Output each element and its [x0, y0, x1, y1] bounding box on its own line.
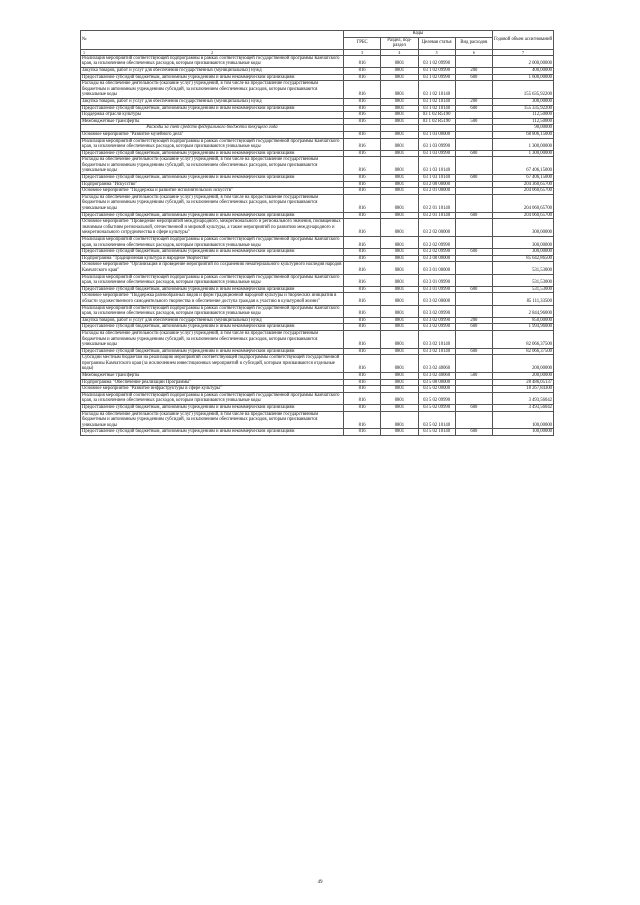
row-sum: 155 635,92200: [493, 81, 554, 99]
row-razdel: 0801: [381, 118, 418, 125]
table-row: [81, 379, 554, 386]
row-name: Подпрограмма "Искусство": [81, 181, 344, 188]
row-target-article: 03 1 02 10140: [418, 98, 455, 105]
row-name: Закупка товаров, работ и услуг для обеспечения государственных (муниципальных) нужд: [81, 98, 344, 105]
row-target-article: 03 2 01 10140: [418, 212, 455, 219]
table-row: [81, 67, 554, 74]
column-index-label: 1: [83, 49, 85, 55]
row-expense-type: [455, 411, 492, 429]
row-target-article: 03 2 02 09990: [418, 237, 455, 249]
row-target-article: 03 3 01 09990: [418, 286, 455, 293]
row-sum: 68 806,15000: [493, 131, 554, 138]
row-sum: 67 406,15000: [493, 175, 554, 182]
row-sum: 1 994,96000: [493, 324, 554, 331]
table-row: [81, 118, 554, 125]
row-name: Расходы на обеспечение деятельности (оказание услуг) учреждений, в том числе на предоставление государственным бюджетным и автономным учреждениям субсидий, за исключением обеспеченных расходов, которым присваиваются уникальные коды: [81, 194, 344, 212]
table-row: [81, 105, 554, 112]
table-row: [81, 274, 554, 286]
row-expense-type: [455, 181, 492, 188]
table-row: [81, 293, 554, 305]
row-razdel: 0801: [381, 305, 418, 317]
row-grbs: 816: [344, 255, 381, 262]
row-grbs: 816: [344, 98, 381, 105]
row-grbs: 816: [344, 131, 381, 138]
row-razdel: 0801: [381, 405, 418, 412]
row-name: Предоставление субсидий бюджетным, автономным учреждениям и иным некоммерческим организациям: [81, 150, 344, 157]
row-sum: 1 300,00000: [493, 150, 554, 157]
row-razdel: 0801: [381, 293, 418, 305]
row-sum: 300,00000: [493, 98, 554, 105]
row-sum: 2 000,00000: [493, 55, 554, 67]
row-grbs: 816: [344, 181, 381, 188]
column-index-4: 5: [418, 49, 455, 55]
row-target-article: 03 5 02 00000: [418, 386, 455, 393]
row-grbs: 816: [344, 429, 381, 436]
row-razdel: 0801: [381, 157, 418, 175]
row-name: Реализация мероприятий соответствующей подпрограммы в рамках соответствующей государственной программы Камчатского края, за исключением обеспеченных расходов, которым присваиваются уникальные коды: [81, 138, 344, 150]
table-row: [81, 317, 554, 324]
table-row: [81, 330, 554, 348]
budget-table-page: [80, 30, 554, 436]
table-row: [81, 305, 554, 317]
row-name: Предоставление субсидий бюджетным, автономным учреждениям и иным некоммерческим организациям: [81, 175, 344, 182]
row-name: Реализация мероприятий соответствующей подпрограммы в рамках соответствующей государственной программы Камчатского края, за исключением обеспеченных расходов, которым присваиваются уникальные коды: [81, 305, 344, 317]
table-row: [81, 219, 554, 237]
row-expense-type: 600: [455, 286, 492, 293]
row-expense-type: 500: [455, 118, 492, 125]
row-expense-type: 600: [455, 74, 492, 81]
row-expense-type: [455, 355, 492, 373]
table-row: [81, 175, 554, 182]
row-grbs: 816: [344, 249, 381, 256]
row-razdel: 0801: [381, 188, 418, 195]
row-expense-type: [455, 55, 492, 67]
row-name: Предоставление субсидий бюджетным, автономным учреждениям и иным некоммерческим организациям: [81, 105, 344, 112]
row-target-article: 03 2 00 00000: [418, 181, 455, 188]
row-grbs: 816: [344, 348, 381, 355]
row-grbs: 816: [344, 188, 381, 195]
row-razdel: 0801: [381, 386, 418, 393]
row-sum: 204 060,65700: [493, 212, 554, 219]
table-row: [81, 429, 554, 436]
row-grbs: 816: [344, 237, 381, 249]
row-name: Основное мероприятие "Развитие музейного дела": [81, 131, 344, 138]
row-grbs: 816: [344, 175, 381, 182]
row-target-article: 03 2 02 00000: [418, 219, 455, 237]
row-expense-type: 600: [455, 105, 492, 112]
row-razdel: 0801: [381, 98, 418, 105]
table-row: [81, 249, 554, 256]
row-expense-type: 600: [455, 429, 492, 436]
row-sum: 28 486,05137: [493, 379, 554, 386]
row-target-article: 03 3 02 09990: [418, 317, 455, 324]
row-sum: 531,53000: [493, 286, 554, 293]
row-razdel: 0801: [381, 194, 418, 212]
row-razdel: 0801: [381, 429, 418, 436]
row-grbs: 816: [344, 150, 381, 157]
header-annual-sum: Годовой объем ассигнований: [493, 31, 554, 50]
row-target-article: 03 2 01 10140: [418, 194, 455, 212]
row-target-article: 03 1 03 00000: [418, 131, 455, 138]
row-grbs: 816: [344, 67, 381, 74]
budget-table: [80, 30, 554, 436]
row-name: Закупка товаров, работ и услуг для обеспечения государственных (муниципальных) нужд: [81, 67, 344, 74]
row-target-article: 03 1 03 09990: [418, 138, 455, 150]
row-expense-type: [455, 188, 492, 195]
table-row: [81, 386, 554, 393]
row-razdel: 0801: [381, 324, 418, 331]
row-expense-type: [455, 81, 492, 99]
row-sum: 850,00000: [493, 317, 554, 324]
row-name: Межбюджетные трансферты: [81, 373, 344, 380]
row-grbs: 816: [344, 138, 381, 150]
row-sum: 112,50000: [493, 112, 554, 119]
row-expense-type: [455, 330, 492, 348]
row-razdel: 0801: [381, 105, 418, 112]
column-index-5: 6: [455, 49, 492, 55]
row-grbs: 816: [344, 317, 381, 324]
row-sum: 531,53000: [493, 262, 554, 274]
row-razdel: 0801: [381, 274, 418, 286]
row-expense-type: 600: [455, 405, 492, 412]
row-razdel: 0801: [381, 219, 418, 237]
row-name: Межбюджетные трансферты: [81, 118, 344, 125]
row-name: Предоставление субсидий бюджетным, автономным учреждениям и иным некоммерческим организациям: [81, 286, 344, 293]
header-number: №: [81, 31, 344, 50]
row-expense-type: 600: [455, 212, 492, 219]
row-expense-type: [455, 386, 492, 393]
row-sum: 155 335,92200: [493, 105, 554, 112]
table-row: [81, 355, 554, 373]
row-target-article: 03 3 01 00000: [418, 262, 455, 274]
row-expense-type: [455, 255, 492, 262]
row-name: Подпрограмма "Традиционная культура и народное творчество": [81, 255, 344, 262]
row-expense-type: 200: [455, 67, 492, 74]
row-target-article: 03 1 02 09990: [418, 55, 455, 67]
row-sum: 1 600,00000: [493, 74, 554, 81]
row-sum: 204 360,65700: [493, 181, 554, 188]
row-grbs: 816: [344, 219, 381, 237]
row-razdel: 0801: [381, 181, 418, 188]
row-target-article: 03 5 02 10140: [418, 411, 455, 429]
row-expense-type: [455, 392, 492, 404]
row-sum: 67 406,15000: [493, 157, 554, 175]
row-razdel: 0801: [381, 392, 418, 404]
row-name: Предоставление субсидий бюджетным, автономным учреждениям и иным некоммерческим организациям: [81, 405, 344, 412]
column-index-label: 2: [211, 49, 213, 55]
table-row: [81, 181, 554, 188]
row-expense-type: 600: [455, 150, 492, 157]
row-target-article: 03 1 02 R5190: [418, 118, 455, 125]
table-row: [81, 237, 554, 249]
row-expense-type: 500: [455, 373, 492, 380]
row-sum: 2 844,96000: [493, 305, 554, 317]
row-razdel: 0801: [381, 55, 418, 67]
row-expense-type: [455, 305, 492, 317]
row-expense-type: 600: [455, 175, 492, 182]
row-expense-type: [455, 219, 492, 237]
row-target-article: 03 5 02 09990: [418, 392, 455, 404]
row-name: Расходы за счет средств федерального бюджета текущего года: [81, 125, 344, 132]
row-sum: 90,00000: [493, 125, 554, 132]
table-body: [81, 55, 554, 435]
row-grbs: 816: [344, 392, 381, 404]
row-name: Расходы на обеспечение деятельности (оказание услуг) учреждений, в том числе на предоставление государственным бюджетным и автономным учреждениям субсидий, за исключением обеспеченных расходов, которым присваиваются уникальные коды: [81, 330, 344, 348]
row-grbs: 816: [344, 112, 381, 119]
row-grbs: 816: [344, 411, 381, 429]
row-target-article: 03 3 02 09990: [418, 305, 455, 317]
row-expense-type: [455, 274, 492, 286]
table-row: [81, 81, 554, 99]
row-expense-type: [455, 262, 492, 274]
row-name: Подпрограмма "Обеспечение реализации Программы": [81, 379, 344, 386]
row-target-article: 03 5 02 10140: [418, 429, 455, 436]
row-name: Закупка товаров, работ и услуг для обеспечения государственных (муниципальных) нужд: [81, 317, 344, 324]
row-expense-type: 600: [455, 249, 492, 256]
row-grbs: 816: [344, 81, 381, 99]
row-razdel: 0801: [381, 138, 418, 150]
row-grbs: 816: [344, 305, 381, 317]
row-expense-type: 200: [455, 317, 492, 324]
row-target-article: 03 5 02 09990: [418, 405, 455, 412]
table-row: [81, 405, 554, 412]
row-target-article: 03 3 02 40060: [418, 373, 455, 380]
row-razdel: 0801: [381, 150, 418, 157]
row-razdel: 0801: [381, 175, 418, 182]
row-name: Реализация мероприятий соответствующей подпрограммы в рамках соответствующей государственной программы Камчатского края, за исключением обеспеченных расходов, которым присваиваются уникальные коды: [81, 392, 344, 404]
row-grbs: 816: [344, 405, 381, 412]
row-target-article: 03 5 00 00000: [418, 379, 455, 386]
row-target-article: 03 2 02 09990: [418, 249, 455, 256]
table-row: [81, 262, 554, 274]
row-sum: 85 642,86500: [493, 255, 554, 262]
row-grbs: 816: [344, 355, 381, 373]
row-sum: 18 267,84300: [493, 386, 554, 393]
row-razdel: 0801: [381, 237, 418, 249]
row-target-article: 03 1 02 10140: [418, 105, 455, 112]
table-row: [81, 138, 554, 150]
row-razdel: 0801: [381, 81, 418, 99]
row-razdel: 0801: [381, 67, 418, 74]
table-row: [81, 348, 554, 355]
row-razdel: 0801: [381, 373, 418, 380]
column-index-1: [81, 49, 344, 55]
row-grbs: 816: [344, 105, 381, 112]
row-razdel: 0801: [381, 286, 418, 293]
table-row: [81, 373, 554, 380]
row-razdel: 0801: [381, 330, 418, 348]
row-expense-type: [455, 194, 492, 212]
row-expense-type: [455, 125, 492, 132]
row-name: Поддержка отрасли культуры: [81, 112, 344, 119]
table-row: [81, 286, 554, 293]
row-target-article: 03 3 00 00000: [418, 255, 455, 262]
row-name: Основное мероприятие "Поддержка и развитие исполнительских искусств": [81, 188, 344, 195]
row-sum: 1 300,00000: [493, 138, 554, 150]
row-razdel: [381, 125, 418, 132]
row-target-article: 03 1 02 09990: [418, 74, 455, 81]
row-razdel: 0801: [381, 379, 418, 386]
page-number: 49: [317, 880, 323, 885]
row-target-article: 03 3 02 10140: [418, 348, 455, 355]
row-target-article: 03 3 01 09990: [418, 274, 455, 286]
row-expense-type: 600: [455, 348, 492, 355]
row-grbs: [344, 125, 381, 132]
table-row: [81, 194, 554, 212]
row-target-article: 03 1 02 09990: [418, 67, 455, 74]
row-grbs: 816: [344, 118, 381, 125]
row-sum: 85 111,33500: [493, 293, 554, 305]
row-grbs: 816: [344, 55, 381, 67]
row-razdel: 0801: [381, 131, 418, 138]
column-index-2: 3: [344, 49, 381, 55]
row-sum: 300,00000: [493, 219, 554, 237]
row-target-article: 03 3 02 09990: [418, 324, 455, 331]
row-expense-type: [455, 157, 492, 175]
table-row: [81, 255, 554, 262]
row-name: Расходы на обеспечение деятельности (оказание услуг) учреждений, в том числе на предоставление государственным бюджетным и автономным учреждениям субсидий, за исключением обеспеченных расходов, которым присваиваются уникальные коды: [81, 411, 344, 429]
row-grbs: 816: [344, 324, 381, 331]
row-razdel: 0801: [381, 112, 418, 119]
row-sum: 3 493,56042: [493, 405, 554, 412]
header-target-article: Целевая статья: [418, 37, 455, 49]
header-codes: Коды: [344, 31, 493, 38]
row-sum: 3 493,56042: [493, 392, 554, 404]
row-target-article: 03 1 02 10140: [418, 81, 455, 99]
row-name: Основное мероприятие "Организация и проведение мероприятий по сохранению нематериального культурного наследия народов Камчатского края": [81, 262, 344, 274]
table-row: [81, 74, 554, 81]
row-name: Расходы на обеспечение деятельности (оказание услуг) учреждений, в том числе на предоставление государственным бюджетным и автономным учреждениям субсидий, за исключением обеспеченных расходов, которым присваиваются уникальные коды: [81, 157, 344, 175]
row-grbs: 816: [344, 212, 381, 219]
table-row: [81, 324, 554, 331]
row-expense-type: 200: [455, 98, 492, 105]
row-sum: 531,53000: [493, 274, 554, 286]
row-razdel: 0801: [381, 411, 418, 429]
table-row: [81, 392, 554, 404]
column-index-6: 7: [493, 49, 554, 55]
table-row: [81, 55, 554, 67]
row-sum: 82 066,37500: [493, 330, 554, 348]
row-name: Основное мероприятие "Проведение мероприятий международного, межрегионального и регионального значения, посвященных значимым событиям региональной, отечественной и мировой культуры, а также мероприятий по развитию международного и межрегионального сотрудничества в сфере культуры": [81, 219, 344, 237]
row-expense-type: [455, 293, 492, 305]
row-expense-type: [455, 138, 492, 150]
row-name: Реализация мероприятий соответствующей подпрограммы в рамках соответствующей государственной программы Камчатского края, за исключением обеспеченных расходов, которым присваиваются уникальные коды: [81, 55, 344, 67]
row-sum: 300,00000: [493, 237, 554, 249]
row-expense-type: [455, 131, 492, 138]
table-row: [81, 188, 554, 195]
row-target-article: 03 1 02 R5190: [418, 112, 455, 119]
header-grbs: ГРБС: [344, 37, 381, 49]
row-target-article: 03 1 03 10140: [418, 175, 455, 182]
row-name: Субсидии местным бюджетам на реализацию мероприятий соответствующей подпрограммы соответствующей государственной программы Камчатского края (за исключением инвестиционных мероприятий и субсидий, которым присваиваются отдельные коды): [81, 355, 344, 373]
row-expense-type: [455, 112, 492, 119]
row-name: Реализация мероприятий соответствующей подпрограммы в рамках соответствующей государственной программы Камчатского края, за исключением обеспеченных расходов, которым присваиваются уникальные коды: [81, 237, 344, 249]
row-grbs: 816: [344, 293, 381, 305]
row-target-article: 03 2 01 00000: [418, 188, 455, 195]
row-grbs: 816: [344, 194, 381, 212]
row-sum: 300,00000: [493, 249, 554, 256]
row-name: Реализация мероприятий соответствующей подпрограммы в рамках соответствующей государственной программы Камчатского края, за исключением обеспеченных расходов, которым присваиваются уникальные коды: [81, 274, 344, 286]
row-grbs: 816: [344, 74, 381, 81]
row-razdel: 0801: [381, 262, 418, 274]
row-target-article: 03 3 02 10140: [418, 330, 455, 348]
table-row: [81, 131, 554, 138]
row-expense-type: [455, 237, 492, 249]
row-grbs: 816: [344, 373, 381, 380]
header-razdel: Раздел, под-раздел: [381, 37, 418, 49]
row-razdel: 0801: [381, 74, 418, 81]
row-target-article: 03 1 03 09990: [418, 150, 455, 157]
row-razdel: 0801: [381, 249, 418, 256]
row-name: Расходы на обеспечение деятельности (оказание услуг) учреждений, в том числе на предоставление государственным бюджетным и автономным учреждениям субсидий, за исключением обеспеченных расходов, которым присваиваются уникальные коды: [81, 81, 344, 99]
table-row: [81, 411, 554, 429]
header-expense-type: Вид расходов: [455, 37, 492, 49]
table-row: [81, 112, 554, 119]
row-name: Предоставление субсидий бюджетным, автономным учреждениям и иным некоммерческим организациям: [81, 348, 344, 355]
row-grbs: 816: [344, 386, 381, 393]
row-target-article: [418, 125, 455, 132]
table-row: [81, 212, 554, 219]
row-name: Предоставление субсидий бюджетным, автономным учреждениям и иным некоммерческим организациям: [81, 74, 344, 81]
row-grbs: 816: [344, 274, 381, 286]
row-sum: 204 060,65700: [493, 194, 554, 212]
row-name: Предоставление субсидий бюджетным, автономным учреждениям и иным некоммерческим организациям: [81, 249, 344, 256]
row-sum: 200,00000: [493, 355, 554, 373]
row-name: Предоставление субсидий бюджетным, автономным учреждениям и иным некоммерческим организациям: [81, 212, 344, 219]
row-sum: 204 060,65700: [493, 188, 554, 195]
row-razdel: 0801: [381, 348, 418, 355]
table-row: [81, 150, 554, 157]
row-name: Предоставление субсидий бюджетным, автономным учреждениям и иным некоммерческим организациям: [81, 429, 344, 436]
row-razdel: 0801: [381, 355, 418, 373]
table-row: [81, 98, 554, 105]
row-target-article: 03 3 02 40060: [418, 355, 455, 373]
row-grbs: 816: [344, 330, 381, 348]
row-name: Предоставление субсидий бюджетным, автономным учреждениям и иным некоммерческим организациям: [81, 324, 344, 331]
row-name: Основное мероприятие "Поддержка разнообразных видов и форм традиционной народной культуры и творческих инициатив в области художественного самодеятельного творчества и обеспечение доступа граждан к участию в культурной жизни": [81, 293, 344, 305]
row-sum: 400,00000: [493, 67, 554, 74]
row-name: Основное мероприятие "Развитие инфраструктуры в сфере культуры": [81, 386, 344, 393]
row-grbs: 816: [344, 262, 381, 274]
row-sum: 82 066,37500: [493, 348, 554, 355]
row-razdel: 0801: [381, 255, 418, 262]
column-index-3: 4: [381, 49, 418, 55]
row-expense-type: [455, 379, 492, 386]
row-sum: 112,50000: [493, 118, 554, 125]
row-sum: 100,00000: [493, 429, 554, 436]
row-target-article: 03 3 02 00000: [418, 293, 455, 305]
row-sum: 200,00000: [493, 373, 554, 380]
table-row: [81, 157, 554, 175]
row-sum: 100,00000: [493, 411, 554, 429]
row-expense-type: 600: [455, 324, 492, 331]
table-row: [81, 125, 554, 132]
row-grbs: 816: [344, 157, 381, 175]
row-razdel: 0801: [381, 212, 418, 219]
row-target-article: 03 1 03 10140: [418, 157, 455, 175]
row-razdel: 0801: [381, 317, 418, 324]
row-grbs: 816: [344, 379, 381, 386]
row-grbs: 816: [344, 286, 381, 293]
